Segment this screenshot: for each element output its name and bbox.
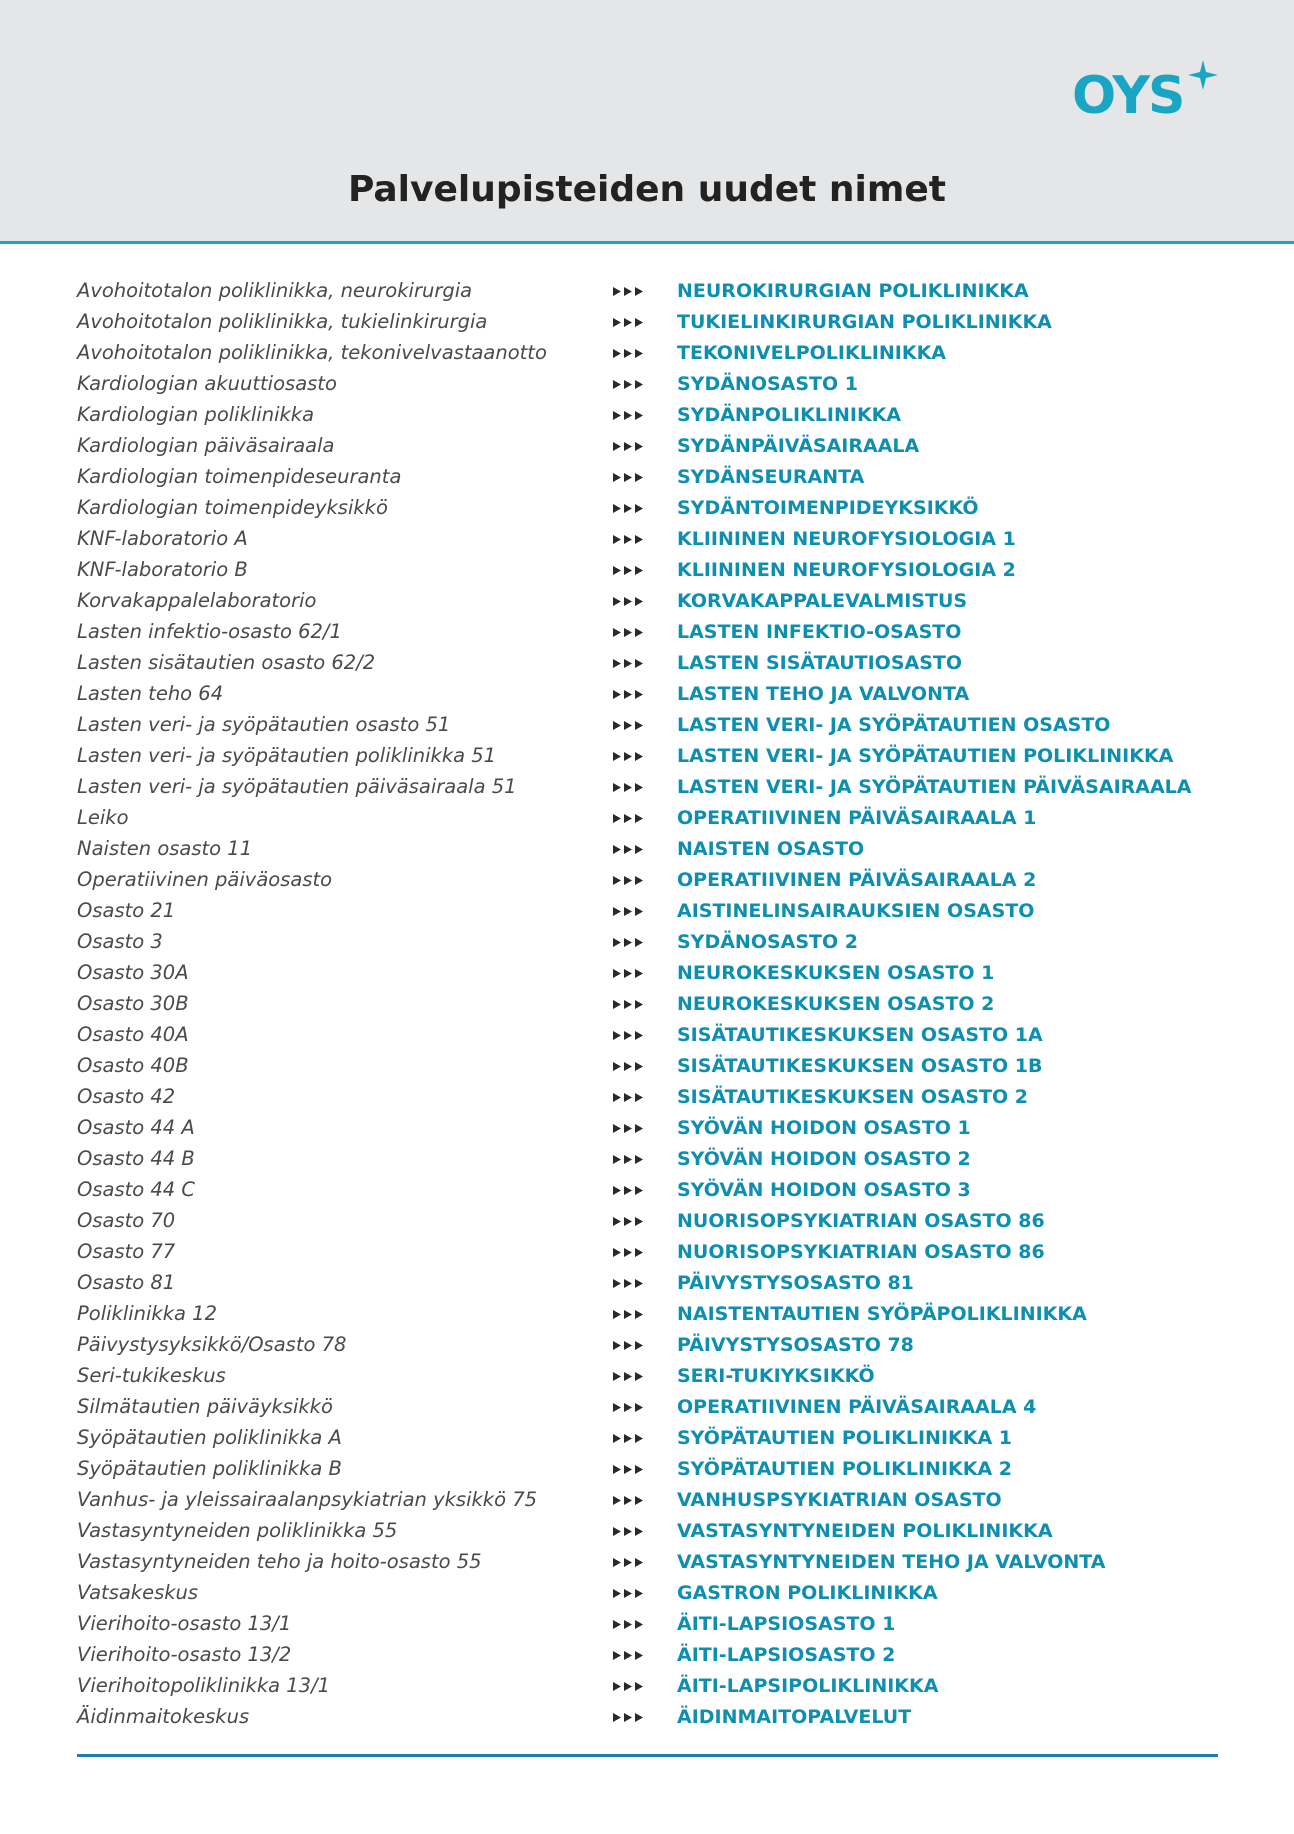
triple-triangle-arrow-icon xyxy=(613,1155,645,1164)
new-name: LASTEN VERI- JA SYÖPÄTAUTIEN POLIKLINIKKA xyxy=(677,745,1174,767)
four-point-star-icon xyxy=(1188,60,1218,90)
new-name: SYDÄNPÄIVÄSAIRAALA xyxy=(677,435,920,457)
triple-triangle-arrow-icon xyxy=(613,380,645,389)
list-item xyxy=(0,1640,1294,1671)
new-name: LASTEN SISÄTAUTIOSASTO xyxy=(677,652,963,674)
list-item xyxy=(0,586,1294,617)
new-name: KLIININEN NEUROFYSIOLOGIA 1 xyxy=(677,528,1016,550)
list-item xyxy=(0,741,1294,772)
old-name: Osasto 30B xyxy=(77,992,189,1015)
triple-triangle-arrow-icon xyxy=(613,473,645,482)
triple-triangle-arrow-icon xyxy=(613,1527,645,1536)
triple-triangle-arrow-icon xyxy=(613,1558,645,1567)
triple-triangle-arrow-icon xyxy=(613,690,645,699)
list-item xyxy=(0,1299,1294,1330)
new-name: SYÖVÄN HOIDON OSASTO 1 xyxy=(677,1117,971,1139)
list-item xyxy=(0,493,1294,524)
old-name: Avohoitotalon poliklinikka, tekonivelvastaanotto xyxy=(77,341,547,364)
list-item xyxy=(0,1051,1294,1082)
new-name: OPERATIIVINEN PÄIVÄSAIRAALA 4 xyxy=(677,1396,1037,1418)
triple-triangle-arrow-icon xyxy=(613,287,645,296)
list-item xyxy=(0,1485,1294,1516)
list-item xyxy=(0,400,1294,431)
triple-triangle-arrow-icon xyxy=(613,1372,645,1381)
triple-triangle-arrow-icon xyxy=(613,1248,645,1257)
triple-triangle-arrow-icon xyxy=(613,1031,645,1040)
old-name: Vastasyntyneiden teho ja hoito-osasto 55 xyxy=(77,1550,482,1573)
new-name: SYDÄNPOLIKLINIKKA xyxy=(677,404,902,426)
triple-triangle-arrow-icon xyxy=(613,969,645,978)
new-name: AISTINELINSAIRAUKSIEN OSASTO xyxy=(677,900,1035,922)
list-item xyxy=(0,1144,1294,1175)
triple-triangle-arrow-icon xyxy=(613,1062,645,1071)
new-name: KORVAKAPPALEVALMISTUS xyxy=(677,590,968,612)
old-name: Päivystysyksikkö/Osasto 78 xyxy=(77,1333,347,1356)
old-name: Lasten veri- ja syöpätautien päiväsairaala 51 xyxy=(77,775,517,798)
triple-triangle-arrow-icon xyxy=(613,1651,645,1660)
list-item xyxy=(0,1578,1294,1609)
triple-triangle-arrow-icon xyxy=(613,1310,645,1319)
triple-triangle-arrow-icon xyxy=(613,907,645,916)
old-name: Osasto 44 C xyxy=(77,1178,196,1201)
list-item xyxy=(0,276,1294,307)
new-name: SISÄTAUTIKESKUKSEN OSASTO 2 xyxy=(677,1086,1029,1108)
triple-triangle-arrow-icon xyxy=(613,938,645,947)
list-item xyxy=(0,1206,1294,1237)
old-name: Vastasyntyneiden poliklinikka 55 xyxy=(77,1519,398,1542)
name-mapping-list xyxy=(0,276,1294,1733)
new-name: SERI-TUKIYKSIKKÖ xyxy=(677,1365,875,1387)
old-name: Lasten veri- ja syöpätautien osasto 51 xyxy=(77,713,451,736)
list-item xyxy=(0,710,1294,741)
triple-triangle-arrow-icon xyxy=(613,318,645,327)
new-name: NUORISOPSYKIATRIAN OSASTO 86 xyxy=(677,1241,1045,1263)
triple-triangle-arrow-icon xyxy=(613,1434,645,1443)
list-item xyxy=(0,1175,1294,1206)
list-item xyxy=(0,834,1294,865)
old-name: Osasto 77 xyxy=(77,1240,176,1263)
triple-triangle-arrow-icon xyxy=(613,349,645,358)
new-name: PÄIVYSTYSOSASTO 81 xyxy=(677,1272,914,1294)
triple-triangle-arrow-icon xyxy=(613,845,645,854)
old-name: Kardiologian akuuttiosasto xyxy=(77,372,337,395)
list-item xyxy=(0,1020,1294,1051)
new-name: OPERATIIVINEN PÄIVÄSAIRAALA 2 xyxy=(677,869,1037,891)
list-item xyxy=(0,1330,1294,1361)
old-name: Osasto 44 B xyxy=(77,1147,195,1170)
old-name: Avohoitotalon poliklinikka, neurokirurgia xyxy=(77,279,473,302)
old-name: Leiko xyxy=(77,806,129,829)
old-name: Osasto 40A xyxy=(77,1023,189,1046)
bottom-divider xyxy=(77,1754,1218,1757)
old-name: Vierihoito-osasto 13/1 xyxy=(77,1612,292,1635)
new-name: KLIININEN NEUROFYSIOLOGIA 2 xyxy=(677,559,1016,581)
list-item xyxy=(0,1423,1294,1454)
old-name: Kardiologian toimenpideseuranta xyxy=(77,465,402,488)
new-name: OPERATIIVINEN PÄIVÄSAIRAALA 1 xyxy=(677,807,1037,829)
old-name: Avohoitotalon poliklinikka, tukielinkirurgia xyxy=(77,310,488,333)
list-item xyxy=(0,1609,1294,1640)
old-name: Vatsakeskus xyxy=(77,1581,199,1604)
triple-triangle-arrow-icon xyxy=(613,783,645,792)
old-name: Osasto 21 xyxy=(77,899,176,922)
old-name: Poliklinikka 12 xyxy=(77,1302,217,1325)
triple-triangle-arrow-icon xyxy=(613,752,645,761)
old-name: Lasten sisätautien osasto 62/2 xyxy=(77,651,376,674)
list-item xyxy=(0,803,1294,834)
list-item xyxy=(0,1516,1294,1547)
list-item xyxy=(0,1392,1294,1423)
new-name: PÄIVYSTYSOSASTO 78 xyxy=(677,1334,914,1356)
new-name: ÄITI-LAPSIOSASTO 1 xyxy=(677,1613,896,1635)
new-name: LASTEN VERI- JA SYÖPÄTAUTIEN PÄIVÄSAIRAALA xyxy=(677,776,1192,798)
list-item xyxy=(0,555,1294,586)
logo-text: OYS xyxy=(1072,66,1184,126)
page-title: Palvelupisteiden uudet nimet xyxy=(347,169,947,210)
new-name: NAISTENTAUTIEN SYÖPÄPOLIKLINIKKA xyxy=(677,1303,1087,1325)
new-name: GASTRON POLIKLINIKKA xyxy=(677,1582,938,1604)
triple-triangle-arrow-icon xyxy=(613,1465,645,1474)
new-name: LASTEN VERI- JA SYÖPÄTAUTIEN OSASTO xyxy=(677,714,1111,736)
list-item xyxy=(0,927,1294,958)
old-name: Vierihoitopoliklinikka 13/1 xyxy=(77,1674,331,1697)
list-item xyxy=(0,1237,1294,1268)
triple-triangle-arrow-icon xyxy=(613,1000,645,1009)
old-name: Syöpätautien poliklinikka B xyxy=(77,1457,342,1480)
triple-triangle-arrow-icon xyxy=(613,597,645,606)
new-name: SYÖPÄTAUTIEN POLIKLINIKKA 1 xyxy=(677,1427,1012,1449)
triple-triangle-arrow-icon xyxy=(613,1403,645,1412)
old-name: Kardiologian toimenpideyksikkö xyxy=(77,496,388,519)
new-name: NEUROKESKUKSEN OSASTO 1 xyxy=(677,962,995,984)
new-name: NEUROKIRURGIAN POLIKLINIKKA xyxy=(677,280,1029,302)
new-name: SISÄTAUTIKESKUKSEN OSASTO 1B xyxy=(677,1055,1043,1077)
list-item xyxy=(0,1454,1294,1485)
new-name: VASTASYNTYNEIDEN POLIKLINIKKA xyxy=(677,1520,1053,1542)
triple-triangle-arrow-icon xyxy=(613,628,645,637)
old-name: Naisten osasto 11 xyxy=(77,837,253,860)
list-item xyxy=(0,896,1294,927)
triple-triangle-arrow-icon xyxy=(613,535,645,544)
list-item xyxy=(0,989,1294,1020)
triple-triangle-arrow-icon xyxy=(613,1093,645,1102)
page-header xyxy=(0,0,1294,244)
new-name: SYÖVÄN HOIDON OSASTO 2 xyxy=(677,1148,971,1170)
new-name: SYÖVÄN HOIDON OSASTO 3 xyxy=(677,1179,971,1201)
list-item xyxy=(0,865,1294,896)
new-name: NUORISOPSYKIATRIAN OSASTO 86 xyxy=(677,1210,1045,1232)
triple-triangle-arrow-icon xyxy=(613,1713,645,1722)
triple-triangle-arrow-icon xyxy=(613,1279,645,1288)
old-name: Osasto 70 xyxy=(77,1209,176,1232)
old-name: Vanhus- ja yleissairaalanpsykiatrian yksikkö 75 xyxy=(77,1488,538,1511)
old-name: KNF-laboratorio A xyxy=(77,527,248,550)
new-name: SYDÄNTOIMENPIDEYKSIKKÖ xyxy=(677,497,979,519)
list-item xyxy=(0,1547,1294,1578)
old-name: Kardiologian päiväsairaala xyxy=(77,434,335,457)
list-item xyxy=(0,679,1294,710)
old-name: Äidinmaitokeskus xyxy=(77,1705,250,1728)
new-name: ÄITI-LAPSIOSASTO 2 xyxy=(677,1644,896,1666)
list-item xyxy=(0,648,1294,679)
triple-triangle-arrow-icon xyxy=(613,1682,645,1691)
list-item xyxy=(0,338,1294,369)
list-item xyxy=(0,1671,1294,1702)
list-item xyxy=(0,617,1294,648)
new-name: ÄITI-LAPSIPOLIKLINIKKA xyxy=(677,1675,939,1697)
list-item xyxy=(0,431,1294,462)
new-name: SYDÄNSEURANTA xyxy=(677,466,865,488)
old-name: Silmätautien päiväyksikkö xyxy=(77,1395,333,1418)
new-name: SISÄTAUTIKESKUKSEN OSASTO 1A xyxy=(677,1024,1043,1046)
triple-triangle-arrow-icon xyxy=(613,1186,645,1195)
new-name: VASTASYNTYNEIDEN TEHO JA VALVONTA xyxy=(677,1551,1106,1573)
oys-logo xyxy=(1072,56,1222,136)
triple-triangle-arrow-icon xyxy=(613,1620,645,1629)
triple-triangle-arrow-icon xyxy=(613,442,645,451)
old-name: Lasten veri- ja syöpätautien poliklinikka 51 xyxy=(77,744,497,767)
old-name: Korvakappalelaboratorio xyxy=(77,589,317,612)
new-name: LASTEN INFEKTIO-OSASTO xyxy=(677,621,962,643)
old-name: Kardiologian poliklinikka xyxy=(77,403,315,426)
old-name: Lasten teho 64 xyxy=(77,682,224,705)
list-item xyxy=(0,369,1294,400)
old-name: Osasto 30A xyxy=(77,961,189,984)
old-name: Lasten infektio-osasto 62/1 xyxy=(77,620,342,643)
list-item xyxy=(0,1082,1294,1113)
triple-triangle-arrow-icon xyxy=(613,1589,645,1598)
triple-triangle-arrow-icon xyxy=(613,814,645,823)
new-name: SYÖPÄTAUTIEN POLIKLINIKKA 2 xyxy=(677,1458,1012,1480)
old-name: Operatiivinen päiväosasto xyxy=(77,868,333,891)
list-item xyxy=(0,1702,1294,1733)
old-name: Seri-tukikeskus xyxy=(77,1364,226,1387)
list-item xyxy=(0,1268,1294,1299)
list-item xyxy=(0,524,1294,555)
new-name: ÄIDINMAITOPALVELUT xyxy=(677,1706,912,1728)
new-name: TEKONIVELPOLIKLINIKKA xyxy=(677,342,946,364)
triple-triangle-arrow-icon xyxy=(613,876,645,885)
new-name: VANHUSPSYKIATRIAN OSASTO xyxy=(677,1489,1002,1511)
old-name: Osasto 40B xyxy=(77,1054,189,1077)
list-item xyxy=(0,462,1294,493)
new-name: SYDÄNOSASTO 1 xyxy=(677,373,858,395)
new-name: NEUROKESKUKSEN OSASTO 2 xyxy=(677,993,995,1015)
triple-triangle-arrow-icon xyxy=(613,504,645,513)
new-name: SYDÄNOSASTO 2 xyxy=(677,931,858,953)
new-name: NAISTEN OSASTO xyxy=(677,838,865,860)
triple-triangle-arrow-icon xyxy=(613,659,645,668)
list-item xyxy=(0,307,1294,338)
old-name: Osasto 42 xyxy=(77,1085,176,1108)
old-name: KNF-laboratorio B xyxy=(77,558,248,581)
list-item xyxy=(0,958,1294,989)
triple-triangle-arrow-icon xyxy=(613,1124,645,1133)
triple-triangle-arrow-icon xyxy=(613,721,645,730)
new-name: LASTEN TEHO JA VALVONTA xyxy=(677,683,970,705)
old-name: Syöpätautien poliklinikka A xyxy=(77,1426,342,1449)
old-name: Osasto 81 xyxy=(77,1271,176,1294)
list-item xyxy=(0,1361,1294,1392)
triple-triangle-arrow-icon xyxy=(613,1217,645,1226)
triple-triangle-arrow-icon xyxy=(613,566,645,575)
triple-triangle-arrow-icon xyxy=(613,1496,645,1505)
old-name: Osasto 3 xyxy=(77,930,163,953)
old-name: Osasto 44 A xyxy=(77,1116,195,1139)
triple-triangle-arrow-icon xyxy=(613,411,645,420)
list-item xyxy=(0,1113,1294,1144)
triple-triangle-arrow-icon xyxy=(613,1341,645,1350)
new-name: TUKIELINKIRURGIAN POLIKLINIKKA xyxy=(677,311,1052,333)
old-name: Vierihoito-osasto 13/2 xyxy=(77,1643,292,1666)
list-item xyxy=(0,772,1294,803)
